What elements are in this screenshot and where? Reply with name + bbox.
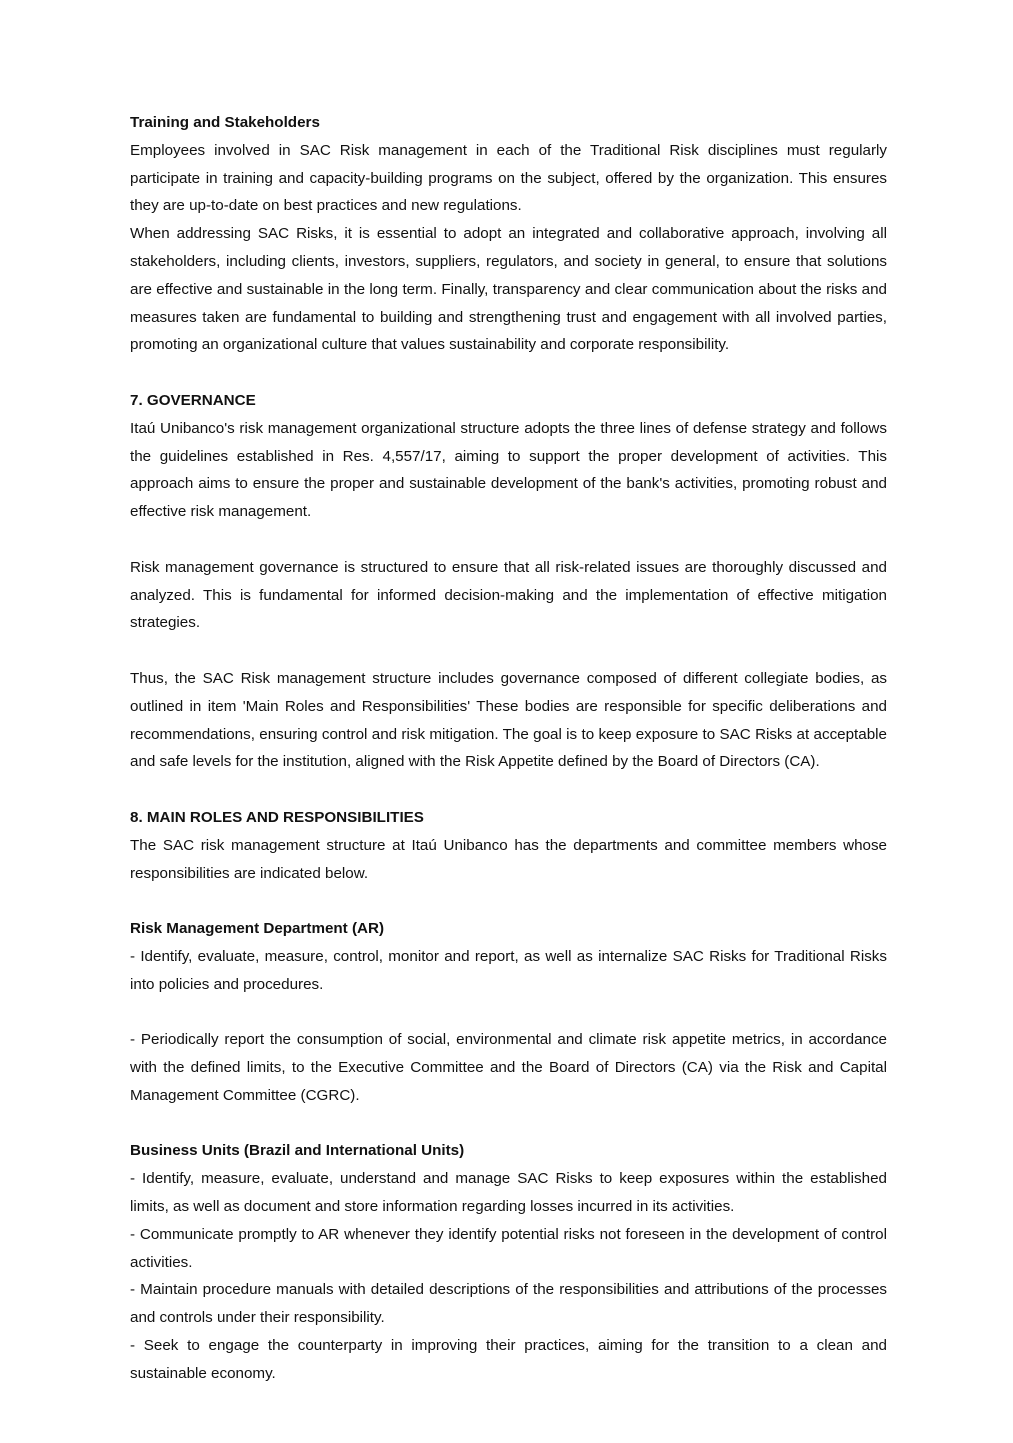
list-item: - Identify, measure, evaluate, understand and manage SAC Risks to keep exposures within the established limits, as well as document and store information regarding losses incurred in its activities. <box>130 1170 887 1216</box>
spacer <box>130 359 887 387</box>
paragraph: Employees involved in SAC Risk management in each of the Traditional Risk disciplines must regularly participate in training and capacity-building programs on the subject, offered by the organization. This ensures they are up-to-date on best practices and new regulations. <box>130 141 887 215</box>
paragraph: The SAC risk management structure at Itaú Unibanco has the departments and committee members whose responsibilities are indicated below. <box>130 836 887 882</box>
section-heading-roles: 8. MAIN ROLES AND RESPONSIBILITIES <box>130 808 424 826</box>
spacer <box>130 776 887 804</box>
paragraph: Thus, the SAC Risk management structure includes governance composed of different collegiate bodies, as outlined in item 'Main Roles and Responsibilities' These bodies are responsible for specific deliberations and recommendations, ensuring control and risk mitigation. The goal is to keep exposure to SAC Risks at acceptable and safe levels for the institution, aligned with the Risk Appetite defined by the Board of Directors (CA). <box>130 669 887 771</box>
paragraph: Itaú Unibanco's risk management organizational structure adopts the three lines of defense strategy and follows the guidelines established in Res. 4,557/17, aiming to support the proper development of activities. This approach aims to ensure the proper and sustainable development of the bank's activities, promoting robust and effective risk management. <box>130 419 887 521</box>
list-item: - Seek to engage the counterparty in improving their practices, aiming for the transition to a clean and sustainable economy. <box>130 1337 887 1382</box>
section-heading-risk-department: Risk Management Department (AR) <box>130 920 385 938</box>
spacer <box>130 887 887 915</box>
spacer <box>130 999 887 1027</box>
section-heading-business-units: Business Units (Brazil and International Units) <box>130 1142 465 1160</box>
document-page <box>130 109 887 1388</box>
section-heading-governance: 7. GOVERNANCE <box>130 391 256 409</box>
list-item: - Periodically report the consumption of social, environmental and climate risk appetite metrics, in accordance with the defined limits, to the Executive Committee and the Board of Directors (CA) via the Risk and Capital Management Committee (CGRC). <box>130 1031 887 1104</box>
section-heading-training: Training and Stakeholders <box>130 114 320 131</box>
spacer <box>130 1110 887 1138</box>
list-item: - Identify, evaluate, measure, control, monitor and report, as well as internalize SAC Risks for Traditional Risks into policies and procedures. <box>130 947 887 993</box>
list-item: - Maintain procedure manuals with detailed descriptions of the responsibilities and attributions of the processes and controls under their responsibility. <box>130 1281 887 1327</box>
paragraph: Risk management governance is structured to ensure that all risk-related issues are thoroughly discussed and analyzed. This is fundamental for informed decision-making and the implementation of effective mitigation strategies. <box>130 558 887 632</box>
list-item: - Communicate promptly to AR whenever they identify potential risks not foreseen in the development of control activities. <box>130 1225 887 1271</box>
paragraph: When addressing SAC Risks, it is essential to adopt an integrated and collaborative approach, involving all stakeholders, including clients, investors, suppliers, regulators, and society in general, to ensure that solutions are effective and sustainable in the long term. Finally, transparency and clear communication about the risks and measures taken are fundamental to building and strengthening trust and engagement with all involved parties, promoting an organizational culture that values sustainability and corporate responsibility. <box>130 225 887 354</box>
spacer <box>130 526 887 554</box>
spacer <box>130 637 887 665</box>
